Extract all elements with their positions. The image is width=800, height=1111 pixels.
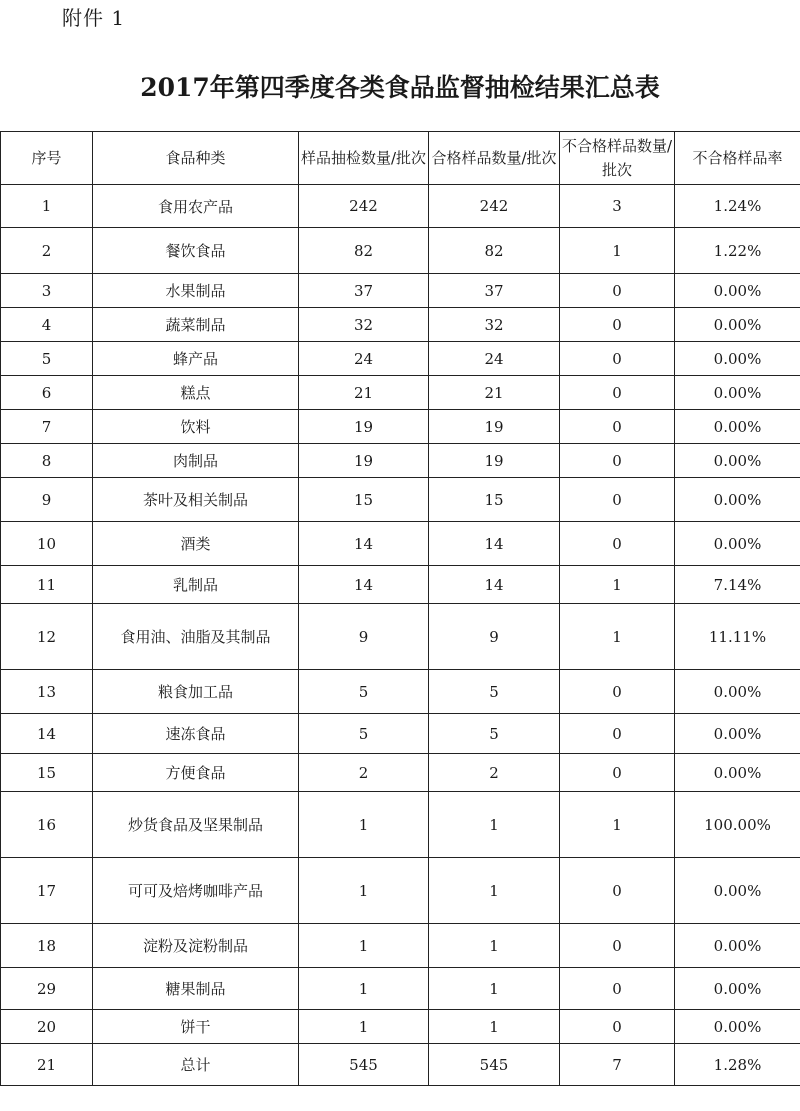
- table-row: [1, 410, 800, 444]
- cell-sampled: 2: [299, 754, 429, 792]
- cell-no: 16: [1, 792, 93, 858]
- cell-rate: 0.00%: [675, 924, 800, 968]
- cell-qualified: 1: [429, 924, 560, 968]
- table-header-row: [1, 132, 800, 185]
- cell-sampled: 5: [299, 670, 429, 714]
- cell-category: 炒货食品及坚果制品: [93, 792, 299, 858]
- cell-qualified: 2: [429, 754, 560, 792]
- cell-category: 糖果制品: [93, 968, 299, 1010]
- cell-no: 21: [1, 1044, 93, 1086]
- cell-category: 茶叶及相关制品: [93, 478, 299, 522]
- cell-rate: 7.14%: [675, 566, 800, 604]
- cell-no: 18: [1, 924, 93, 968]
- cell-qualified: 5: [429, 714, 560, 754]
- cell-unqualified: 1: [560, 792, 675, 858]
- cell-qualified: 21: [429, 376, 560, 410]
- cell-unqualified: 0: [560, 376, 675, 410]
- cell-sampled: 242: [299, 185, 429, 228]
- cell-no: 4: [1, 308, 93, 342]
- cell-category: 乳制品: [93, 566, 299, 604]
- cell-qualified: 14: [429, 566, 560, 604]
- table-row: [1, 566, 800, 604]
- cell-unqualified: 7: [560, 1044, 675, 1086]
- cell-no: 11: [1, 566, 93, 604]
- cell-rate: 0.00%: [675, 714, 800, 754]
- cell-no: 3: [1, 274, 93, 308]
- cell-category: 可可及焙烤咖啡产品: [93, 858, 299, 924]
- cell-qualified: 15: [429, 478, 560, 522]
- table-row: [1, 924, 800, 968]
- cell-unqualified: 0: [560, 274, 675, 308]
- cell-category: 食用油、油脂及其制品: [93, 604, 299, 670]
- table-row: [1, 478, 800, 522]
- cell-unqualified: 0: [560, 754, 675, 792]
- cell-no: 8: [1, 444, 93, 478]
- cell-unqualified: 3: [560, 185, 675, 228]
- cell-unqualified: 0: [560, 410, 675, 444]
- cell-sampled: 82: [299, 228, 429, 274]
- cell-no: 12: [1, 604, 93, 670]
- cell-rate: 0.00%: [675, 670, 800, 714]
- cell-unqualified: 1: [560, 604, 675, 670]
- cell-rate: 0.00%: [675, 444, 800, 478]
- table-row: [1, 714, 800, 754]
- cell-rate: 0.00%: [675, 274, 800, 308]
- cell-unqualified: 0: [560, 1010, 675, 1044]
- cell-no: 9: [1, 478, 93, 522]
- cell-category: 水果制品: [93, 274, 299, 308]
- cell-sampled: 1: [299, 792, 429, 858]
- cell-no: 13: [1, 670, 93, 714]
- table-row: [1, 858, 800, 924]
- cell-rate: 1.28%: [675, 1044, 800, 1086]
- cell-unqualified: 0: [560, 342, 675, 376]
- cell-rate: 0.00%: [675, 1010, 800, 1044]
- table-row: [1, 308, 800, 342]
- cell-no: 6: [1, 376, 93, 410]
- cell-rate: 0.00%: [675, 478, 800, 522]
- cell-sampled: 5: [299, 714, 429, 754]
- cell-sampled: 37: [299, 274, 429, 308]
- cell-unqualified: 0: [560, 858, 675, 924]
- cell-category: 餐饮食品: [93, 228, 299, 274]
- cell-rate: 0.00%: [675, 522, 800, 566]
- cell-unqualified: 0: [560, 924, 675, 968]
- table-row: [1, 342, 800, 376]
- table-row: [1, 1010, 800, 1044]
- cell-category: 糕点: [93, 376, 299, 410]
- cell-qualified: 37: [429, 274, 560, 308]
- cell-no: 1: [1, 185, 93, 228]
- document-title: 2017年第四季度各类食品监督抽检结果汇总表: [140, 73, 660, 102]
- cell-no: 17: [1, 858, 93, 924]
- cell-no: 5: [1, 342, 93, 376]
- cell-rate: 0.00%: [675, 410, 800, 444]
- cell-no: 7: [1, 410, 93, 444]
- cell-unqualified: 0: [560, 478, 675, 522]
- cell-sampled: 32: [299, 308, 429, 342]
- cell-qualified: 1: [429, 858, 560, 924]
- cell-rate: 1.22%: [675, 228, 800, 274]
- table-row: [1, 444, 800, 478]
- cell-no: 20: [1, 1010, 93, 1044]
- cell-qualified: 24: [429, 342, 560, 376]
- cell-qualified: 19: [429, 444, 560, 478]
- header-rate: 不合格样品率: [675, 132, 800, 185]
- cell-qualified: 1: [429, 792, 560, 858]
- cell-sampled: 15: [299, 478, 429, 522]
- table-row: [1, 792, 800, 858]
- cell-category: 肉制品: [93, 444, 299, 478]
- table-row: [1, 522, 800, 566]
- cell-rate: 0.00%: [675, 376, 800, 410]
- table-row: [1, 754, 800, 792]
- cell-unqualified: 0: [560, 714, 675, 754]
- cell-rate: 0.00%: [675, 968, 800, 1010]
- cell-qualified: 1: [429, 1010, 560, 1044]
- cell-sampled: 545: [299, 1044, 429, 1086]
- attachment-label: 附件 1: [62, 6, 126, 30]
- cell-rate: 11.11%: [675, 604, 800, 670]
- header-unqualified: 不合格样品数量/批次: [560, 132, 675, 185]
- cell-sampled: 19: [299, 410, 429, 444]
- cell-rate: 1.24%: [675, 185, 800, 228]
- cell-sampled: 1: [299, 1010, 429, 1044]
- cell-category: 总计: [93, 1044, 299, 1086]
- cell-category: 速冻食品: [93, 714, 299, 754]
- cell-sampled: 1: [299, 924, 429, 968]
- header-category: 食品种类: [93, 132, 299, 185]
- cell-unqualified: 0: [560, 308, 675, 342]
- cell-unqualified: 1: [560, 566, 675, 604]
- summary-table: [0, 131, 800, 1086]
- header-no: 序号: [1, 132, 93, 185]
- cell-sampled: 14: [299, 566, 429, 604]
- table-row-total: [1, 1044, 800, 1086]
- cell-no: 15: [1, 754, 93, 792]
- cell-no: 10: [1, 522, 93, 566]
- cell-category: 粮食加工品: [93, 670, 299, 714]
- cell-sampled: 24: [299, 342, 429, 376]
- cell-no: 14: [1, 714, 93, 754]
- cell-unqualified: 0: [560, 968, 675, 1010]
- cell-qualified: 32: [429, 308, 560, 342]
- cell-qualified: 242: [429, 185, 560, 228]
- table-row: [1, 604, 800, 670]
- cell-rate: 0.00%: [675, 858, 800, 924]
- cell-category: 饮料: [93, 410, 299, 444]
- header-sampled: 样品抽检数量/批次: [299, 132, 429, 185]
- cell-sampled: 1: [299, 858, 429, 924]
- cell-category: 饼干: [93, 1010, 299, 1044]
- cell-qualified: 9: [429, 604, 560, 670]
- cell-unqualified: 0: [560, 444, 675, 478]
- cell-rate: 0.00%: [675, 308, 800, 342]
- table-row: [1, 968, 800, 1010]
- cell-rate: 0.00%: [675, 754, 800, 792]
- cell-qualified: 14: [429, 522, 560, 566]
- cell-unqualified: 0: [560, 522, 675, 566]
- cell-sampled: 14: [299, 522, 429, 566]
- cell-qualified: 19: [429, 410, 560, 444]
- table-row: [1, 274, 800, 308]
- table-row: [1, 228, 800, 274]
- cell-no: 2: [1, 228, 93, 274]
- cell-qualified: 82: [429, 228, 560, 274]
- cell-unqualified: 1: [560, 228, 675, 274]
- cell-category: 酒类: [93, 522, 299, 566]
- cell-qualified: 5: [429, 670, 560, 714]
- cell-rate: 0.00%: [675, 342, 800, 376]
- cell-sampled: 1: [299, 968, 429, 1010]
- cell-rate: 100.00%: [675, 792, 800, 858]
- cell-category: 方便食品: [93, 754, 299, 792]
- cell-qualified: 545: [429, 1044, 560, 1086]
- cell-qualified: 1: [429, 968, 560, 1010]
- cell-sampled: 19: [299, 444, 429, 478]
- table-row: [1, 376, 800, 410]
- cell-category: 蜂产品: [93, 342, 299, 376]
- table-row: [1, 670, 800, 714]
- table-row: [1, 185, 800, 228]
- cell-category: 食用农产品: [93, 185, 299, 228]
- header-qualified: 合格样品数量/批次: [429, 132, 560, 185]
- cell-category: 淀粉及淀粉制品: [93, 924, 299, 968]
- cell-no: 29: [1, 968, 93, 1010]
- cell-unqualified: 0: [560, 670, 675, 714]
- cell-sampled: 21: [299, 376, 429, 410]
- cell-sampled: 9: [299, 604, 429, 670]
- cell-category: 蔬菜制品: [93, 308, 299, 342]
